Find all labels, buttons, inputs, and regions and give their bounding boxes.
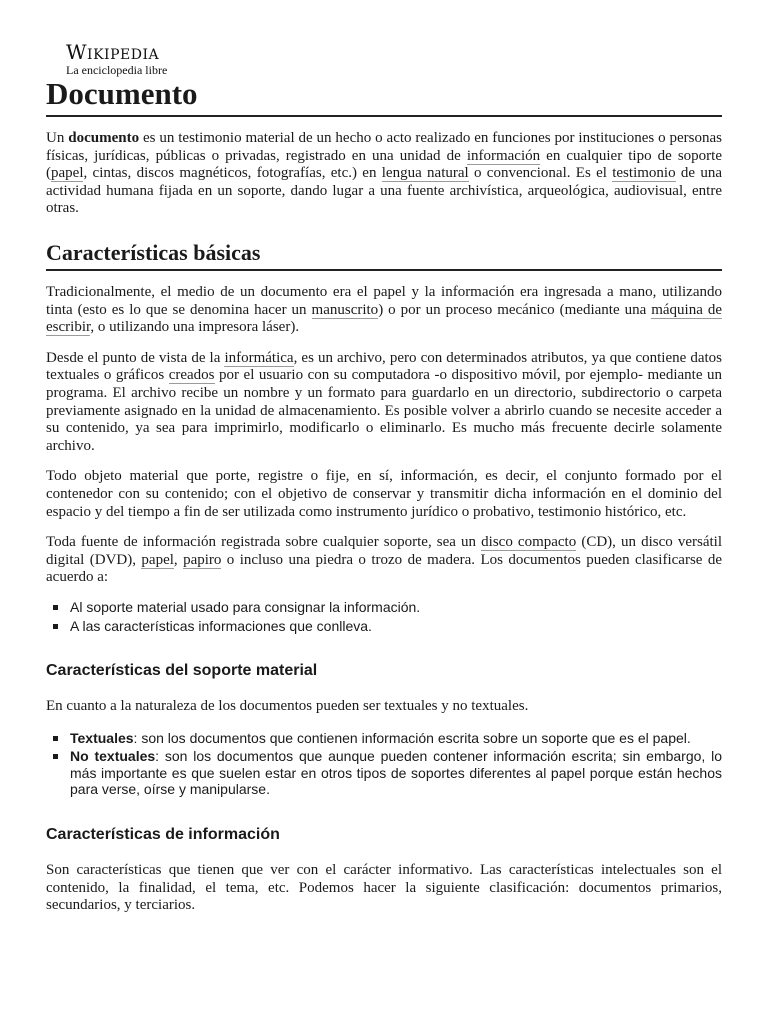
basicas-paragraph-1: Tradicionalmente, el medio de un documento era el papel y la información era ingresada a mano, utilizando tinta (esto es lo que se denomina hacer un manuscrito) o por un proceso mecánico (mediante una máquina de escribir, o utilizando una impresora láser).: [46, 283, 723, 336]
informacion-paragraph: Son características que tienen que ver con el carácter informativo. Las características intelectuales son el contenido, la finalidad, el tema, etc. Podemos hacer la siguiente clasificación: documentos primarios, secundarios, y terciarios.: [46, 862, 722, 914]
list-item: No textuales: son los documentos que aunque pueden contener información escrita; sin embargo, lo más importante es que suelen estar en otros tipos de soportes diferentes al papel porque están hechos para verse, oírse y manipularse.: [70, 748, 722, 798]
link-testimonio[interactable]: testimonio: [612, 165, 676, 182]
list-item: Textuales: son los documentos que contienen información escrita sobre un soporte que es el papel.: [70, 730, 722, 747]
logo-tagline: La enciclopedia libre: [66, 63, 168, 77]
classification-list: [46, 599, 722, 635]
link-creados[interactable]: creados: [168, 367, 215, 384]
basicas-paragraph-4: Toda fuente de información registrada sobre cualquier soporte, sea un disco compacto (CD), un disco versátil digital (DVD), papel, papiro o incluso una piedra o trozo de madera. Los documentos pueden clasificarse de acuerdo a:: [46, 534, 723, 586]
section-heading-soporte: Características del soporte material: [46, 662, 318, 680]
basicas-paragraph-3: Todo objeto material que porte, registre o fije, en sí, información, es decir, el conjunto formado por el contenedor con su contenido; con el objetivo de conservar y transmitir dicha información en el dominio del espacio y del tiempo a fin de ser utilizada como instrumento jurídico o probativo, testimonio histórico, etc.: [46, 468, 722, 520]
soporte-list: [46, 730, 722, 798]
list-item: Al soporte material usado para consignar la información.: [70, 599, 722, 616]
link-manuscrito[interactable]: manuscrito: [311, 301, 379, 318]
list-term: Textuales: [70, 729, 134, 746]
list-item: A las características informaciones que conlleva.: [70, 618, 722, 635]
basicas-paragraph-2: Desde el punto de vista de la informática, es un archivo, pero con determinados atributos, ya que contiene datos textuales o gráficos creados por el usuario con su computadora -o dispositivo móvil, por ejemplo- mediante un programa. El archivo recibe un nombre y un formato para guardarlo en un directorio, subdirectorio o carpeta previamente asignado en la unidad de almacenamiento. Es posible volver a abrirlo cuando se necesite acceder a su contenido, ya sea para imprimirlo, modificarlo o eliminarlo. Es mucho más frecuente decirle solamente archivo.: [46, 349, 722, 454]
link-maquina-de-escribir[interactable]: máquina de escribir: [46, 301, 723, 336]
page-title: Documento: [46, 74, 722, 117]
logo-wordmark: Wikipedia: [66, 40, 160, 64]
link-informacion[interactable]: información: [466, 147, 541, 164]
link-papiro[interactable]: papiro: [183, 551, 222, 568]
list-term: No textuales: [70, 748, 156, 765]
article-content: [46, 74, 722, 915]
link-disco-compacto[interactable]: disco compacto: [481, 534, 577, 551]
intro-paragraph: Un documento es un testimonio material de un hecho o acto realizado en funciones por instituciones o personas físicas, jurídicas, públicas o privadas, registrado en una unidad de información en cualquier tipo de soporte (papel, cintas, discos magnéticos, fotografías, etc.) en lengua natural o convencional. Es el testimonio de una actividad humana fijada en un soporte, dando lugar a una fuente archivística, arqueológica, audiovisual, entre otras.: [46, 130, 722, 217]
link-papel[interactable]: papel: [51, 165, 84, 182]
soporte-paragraph: En cuanto a la naturaleza de los documentos pueden ser textuales y no textuales.: [46, 698, 529, 715]
wikipedia-logo[interactable]: [66, 41, 206, 77]
section-heading-informacion: Características de información: [46, 826, 280, 844]
link-informatica[interactable]: informática: [224, 349, 294, 366]
intro-term: documento: [68, 130, 140, 146]
link-lengua-natural[interactable]: lengua natural: [381, 165, 469, 182]
section-heading-basicas: Características básicas: [46, 239, 722, 271]
link-papel-2[interactable]: papel: [141, 551, 174, 568]
